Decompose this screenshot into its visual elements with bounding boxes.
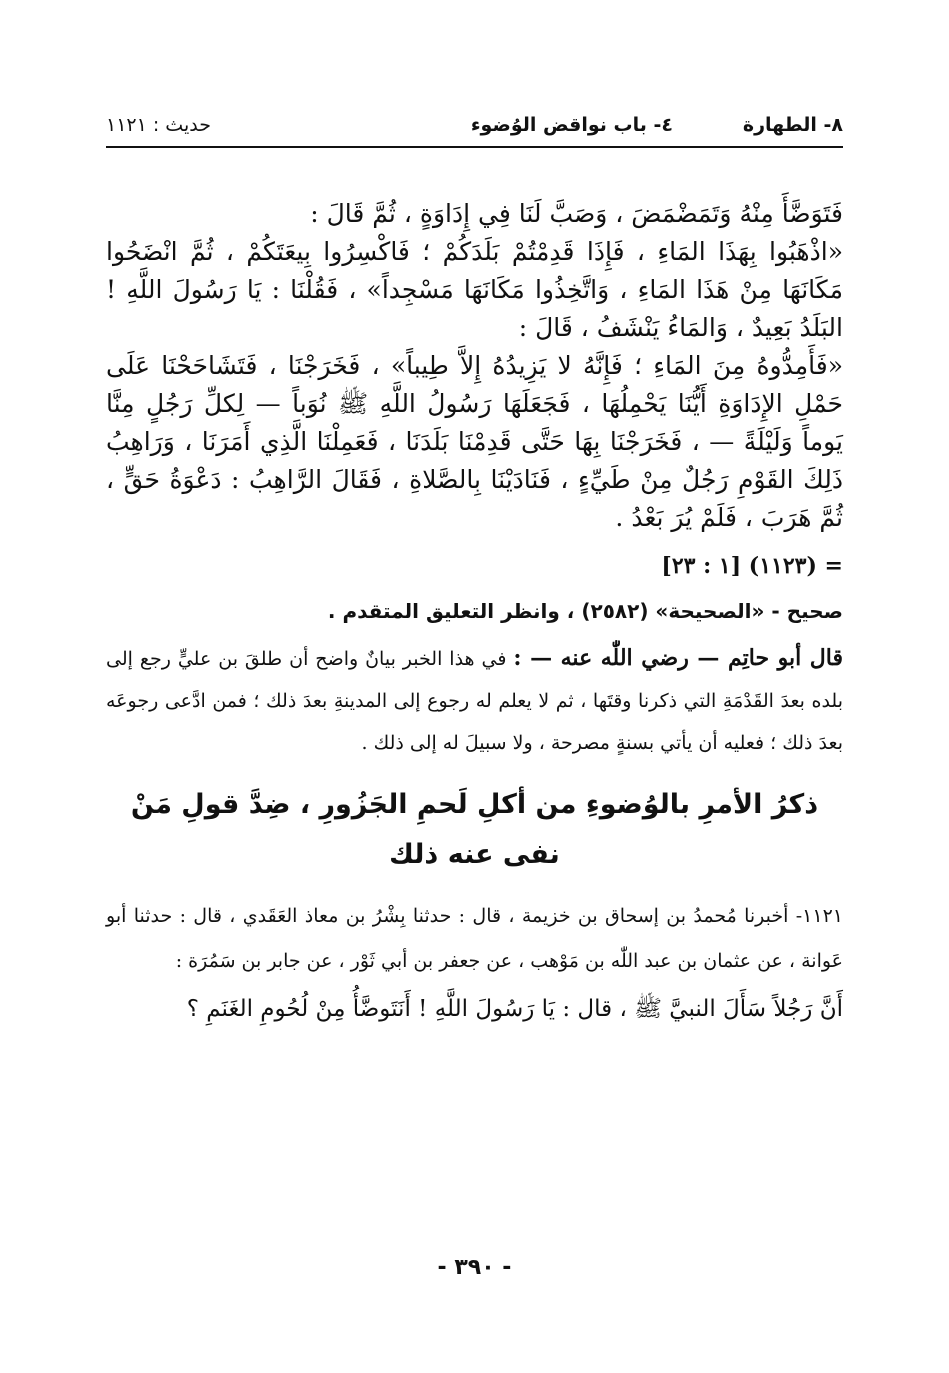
hadith-paragraph-1: فَتَوَضَّأَ مِنْهُ وَتَمَضْمَضَ ، وَصَبَّ لَنَا فِي إِدَاوَةٍ ، ثُمَّ قَالَ : [310,199,843,228]
hadith-grade: صحيح - «الصحيحة» (٢٥٨٢) ، وانظر التعليق المتقدم . [327,599,843,623]
hadith-text [106,195,843,537]
header-hadith-number: حديث : ١١٢١ [106,114,211,136]
header-chapter-title: ٤- باب نواقض الوُضوء [470,114,673,136]
header-book-title: ٨- الطهارة [742,114,843,136]
running-header [106,112,843,148]
chapter-heading-line-1: ذكرُ الأمرِ بالوُضوءِ من أكلِ لَحمِ الجَزُورِ ، ضِدَّ قولِ مَنْ [130,789,819,820]
chapter-heading-line-2: نفى عنه ذلك [389,839,560,870]
author-comment [106,637,843,764]
page-body [106,195,843,1028]
chapter-heading [106,780,843,880]
comment-text: في هذا الخبر بيانٌ واضح أن طلقَ بن عليٍّ رجع إلى بلده بعدَ القَدْمَةِ التي ذكرنا وقتَها ، ثم لا يعلم له رجوع إلى المدينةِ بعدَ ذلك ؛ فمن ادَّعى رجوعَه بعدَ ذلك ؛ فعليه أن يأتي بسنةٍ مصرحة ، ولا سبيلَ له إلى ذلك . [106,648,843,754]
hadith-paragraph-3: «فَأَمِدُّوهُ مِنَ المَاءِ ؛ فَإِنَّهُ لا يَزِيدُهُ إِلاَّ طِيباً» ، فَخَرَجْنَا ، فَتَشَاحَحْنَا عَلَى حَمْلِ الإِدَاوَةِ أَيُّنَا يَحْمِلُهَا ، فَجَعَلَهَا رَسُولُ اللَّهِ ﷺ نُوَباً — لِكلِّ رَجُلٍ مِنَّا يَوماً وَلَيْلَةً — ، فَخَرَجْنَا بِهَا حَتَّى قَدِمْنَا بَلَدَنَا ، فَعَمِلْنَا الَّذِي أَمَرَنَا ، وَرَاهِبُ ذَلِكَ القَوْمِ رَجُلٌ مِنْ طَيِّءٍ ، فَنَادَيْنَا بِالصَّلاةِ ، فَقَالَ الرَّاهِبُ : دَعْوَةُ حَقٍّ ، ثُمَّ هَرَبَ ، فَلَمْ يُرَ بَعْدُ . [106,351,843,532]
comment-lead: قال أبو حاتِم — رضي اللّٰه عنه — : [513,645,843,671]
cross-reference: = (١١٢٣) [١ : ٢٣] [661,553,843,579]
hadith-matn: أَنَّ رَجُلاً سَأَلَ النبيَّ ﷺ ، قال : يَا رَسُولَ اللَّهِ ! أَنَتَوضَّأُ مِنْ لُحُومِ الغَنَمِ ؟ [186,996,843,1022]
hadith-paragraph-2: «اذْهَبُوا بِهَذَا المَاءِ ، فَإِذَا قَدِمْتُمْ بَلَدَكُمْ ؛ فَاكْسِرُوا بِيعَتَكُمْ ، ثُمَّ انْضَحُوا مَكَانَهَا مِنْ هَذَا المَاءِ ، وَاتَّخِذُوا مَكَانَهَا مَسْجِداً» ، فَقُلْنَا : يَا رَسُولَ اللَّهِ ! البَلَدُ بَعِيدٌ ، وَالمَاءُ يَنْشَفُ ، قَالَ : [106,237,843,342]
page-number: - ٣٩٠ - [437,1255,512,1280]
hadith-isnad: ١١٢١- أخبرنا مُحمدُ بن إسحاق بن خزيمة ، قال : حدثنا بِشْرُ بن معاذ العَقَدي ، قال : حدثنا أبو عَوانة ، عن عثمان بن عبد اللّٰه بن مَوْهب ، عن جعفر بن أبي ثَوْر ، عن جابر بن سَمُرَة : [106,905,843,972]
